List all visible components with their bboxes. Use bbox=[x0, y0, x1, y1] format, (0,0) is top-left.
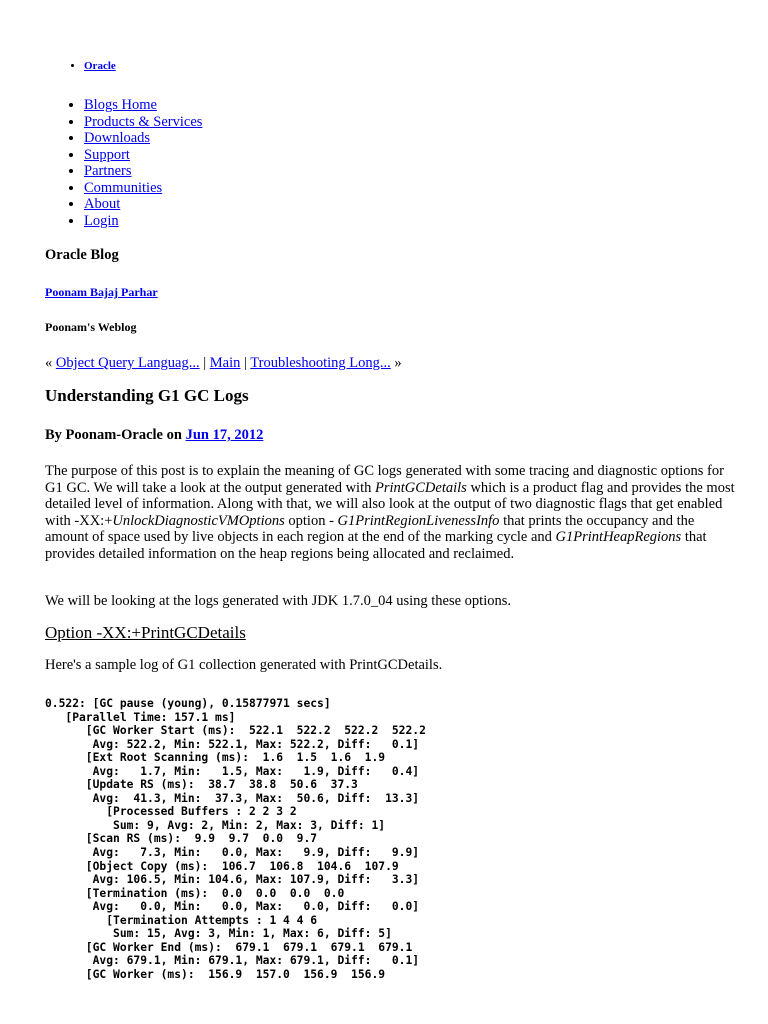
post-date-link[interactable]: Jun 17, 2012 bbox=[185, 427, 264, 443]
intro-text-2: which is a product flag and provides the most detailed level of information. Along with that, we will also look at the output of two diagnostic flags that get enabled with -XX:+ bbox=[45, 479, 735, 529]
nav-link-communities[interactable]: Communities bbox=[84, 179, 163, 196]
jdk-paragraph: We will be looking at the logs generated with JDK 1.7.0_04 using these options. bbox=[45, 593, 511, 609]
nav-item-support bbox=[84, 147, 202, 164]
nav-link-partners[interactable]: Partners bbox=[84, 163, 132, 179]
weblog-title: Poonam's Weblog bbox=[45, 320, 137, 334]
post-pager bbox=[45, 355, 402, 372]
top-nav bbox=[0, 58, 116, 75]
sample-intro-paragraph: Here's a sample log of G1 collection generated with PrintGCDetails. bbox=[45, 657, 443, 673]
intro-flag-printgcdetails: PrintGCDetails bbox=[374, 479, 467, 496]
nav-link-downloads[interactable]: Downloads bbox=[84, 130, 151, 146]
intro-text-1: The purpose of this post is to explain the meaning of GC logs generated with some tracing and diagnostic options for G1 GC. We will take a look at the output generated with bbox=[45, 463, 724, 496]
prev-arrow: « bbox=[45, 355, 53, 371]
section-heading: Option -XX:+PrintGCDetails bbox=[45, 623, 246, 642]
author-link[interactable]: Poonam Bajaj Parhar bbox=[45, 285, 158, 299]
nav-link-login[interactable]: Login bbox=[84, 212, 119, 229]
gc-log-block: 0.522: [GC pause (young), 0.15877971 secs] [Parallel Time: 157.1 ms] [GC Worker Start (ms): 522.1 522.2 522.2 522.2 Avg: 522.2, Min: 522.1, Max: 522.2, Diff: 0.1] [Ext Root Scanning (ms): 1.6 1.5 1.6 1.9 Avg: 1.7, Min: 1.5, Max: 1.9, Diff: 0.4] [Update RS (ms): 38.7 38.8 50.6 37.3 Avg: 41.3, Min: 37.3, Max: 50.6, Diff: 13.3] [Processed Buffers : 2 2 3 2 Sum: 9, Avg: 2, Min: 2, Max: 3, Diff: 1] [Scan RS (ms): 9.9 9.7 0.0 9.7 Avg: 7.3, Min: 0.0, Max: 9.9, Diff: 9.9] [Object Copy (ms): 106.7 106.8 104.6 107.9 Avg: 106.5, Min: 104.6, Max: 107.9, Diff: 3.3] [Termination (ms): 0.0 0.0 0.0 0.0 Avg: 0.0, Min: 0.0, Max: 0.0, Diff: 0.0] [Termination Attempts : 1 4 4 6 Sum: 15, Avg: 3, Min: 1, Max: 6, Diff: 5] [GC Worker End (ms): 679.1 679.1 679.1 679.1 Avg: 679.1, Min: 679.1, Max: 679.1, Diff: 0.1] [GC Worker (ms): 156.9 157.0 156.9 156.9 bbox=[45, 697, 426, 981]
nav-link-support[interactable]: Support bbox=[84, 146, 130, 163]
intro-paragraph bbox=[45, 463, 735, 562]
intro-text-5: that provides detailed information on the heap regions being allocated and reclaimed. bbox=[45, 529, 707, 562]
main-nav bbox=[0, 97, 202, 229]
nav-link-about[interactable]: About bbox=[84, 196, 121, 212]
nav-link-products-services[interactable]: Products & Services bbox=[84, 113, 203, 130]
nav-item-login bbox=[84, 213, 202, 230]
blog-title: Oracle Blog bbox=[45, 247, 119, 263]
nav-item-partners bbox=[84, 163, 202, 180]
next-post-link[interactable]: Troubleshooting Long... bbox=[250, 355, 391, 371]
author-heading bbox=[45, 284, 158, 301]
oracle-link[interactable]: Oracle bbox=[84, 60, 116, 72]
nav-item-products-services bbox=[84, 114, 202, 131]
nav-item-blogs-home bbox=[84, 97, 202, 114]
post-title: Understanding G1 GC Logs bbox=[45, 386, 249, 405]
byline-author: By Poonam-Oracle on bbox=[45, 427, 182, 443]
intro-flag-unlock: UnlockDiagnosticVMOptions bbox=[112, 512, 285, 529]
post-byline bbox=[45, 427, 263, 444]
intro-flag-liveness: G1PrintRegionLivenessInfo bbox=[337, 512, 500, 529]
main-link[interactable]: Main bbox=[209, 355, 241, 371]
nav-item-downloads bbox=[84, 130, 202, 147]
prev-post-link[interactable]: Object Query Languag... bbox=[55, 355, 200, 371]
nav-item-communities bbox=[84, 180, 202, 197]
nav-item-about bbox=[84, 196, 202, 213]
intro-text-3: option - bbox=[284, 512, 338, 529]
nav-link-blogs-home[interactable]: Blogs Home bbox=[84, 97, 157, 113]
pager-separator: | bbox=[203, 355, 207, 371]
intro-text-4: that prints the occupancy and the amount of space used by live objects in each region at the end of the marking cycle and bbox=[45, 512, 695, 545]
next-arrow: » bbox=[394, 355, 402, 371]
intro-flag-heapregions: G1PrintHeapRegions bbox=[555, 529, 682, 545]
pager-separator: | bbox=[244, 355, 247, 371]
top-nav-item bbox=[84, 58, 116, 75]
